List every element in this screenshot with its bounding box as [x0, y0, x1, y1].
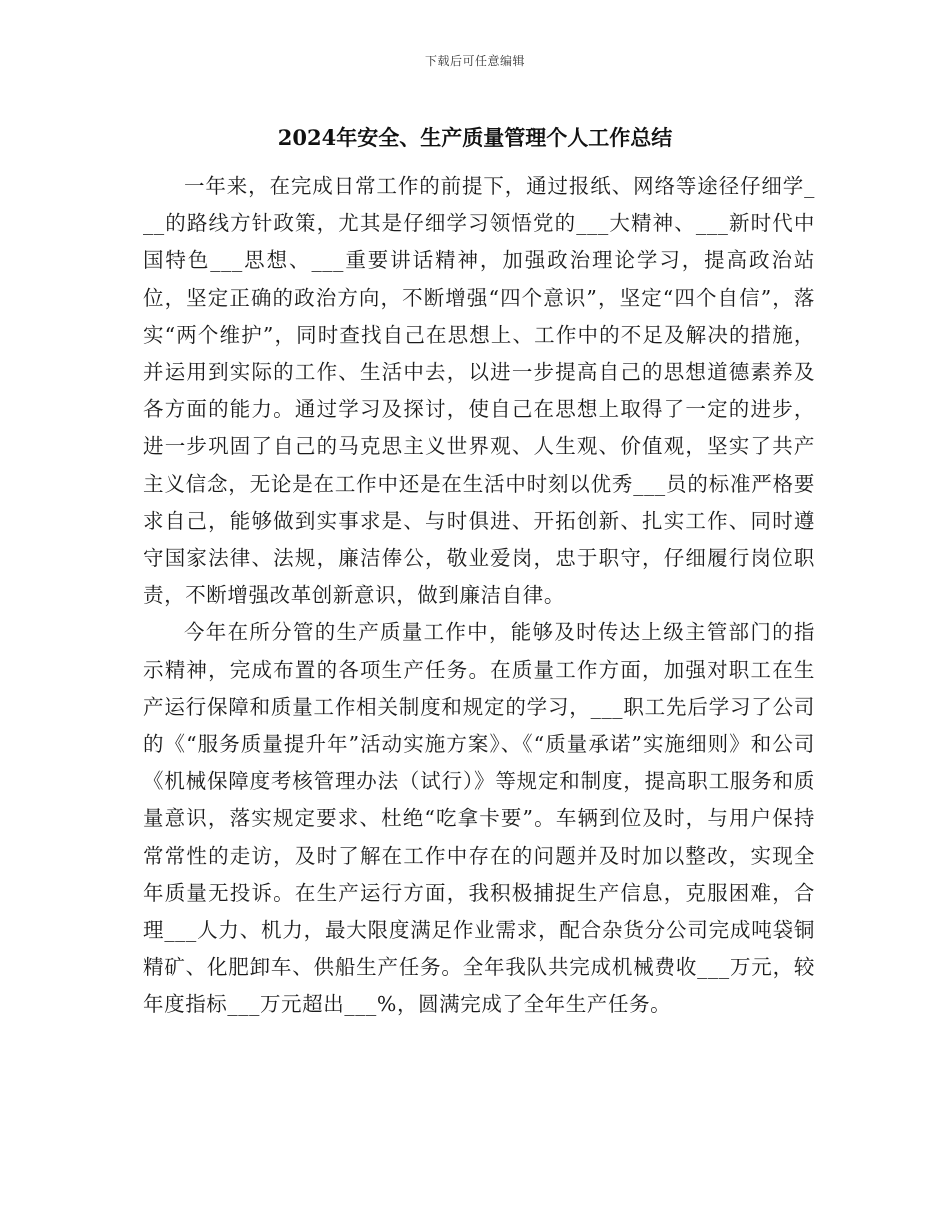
paragraph-study: 一年来，在完成日常工作的前提下，通过报纸、网络等途径仔细学___的路线方针政策，尤其是仔细学习领悟党的___大精神、___新时代中国特色___思想、___重要讲话精神，加强政治理论学习，提高政治站位，坚定正确的政治方向，不断增强“四个意识”，坚定“四个自信”，落实“两个维护”，同时查找自己在思想上、工作中的不足及解决的措施，并运用到实际的工作、生活中去，以进一步提高自己的思想道德素养及各方面的能力。通过学习及探讨，使自己在思想上取得了一定的进步，进一步巩固了自己的马克思主义世界观、人生观、价值观，坚实了共产主义信念，无论是在工作中还是在生活中时刻以优秀___员的标准严格要求自己，能够做到实事求是、与时俱进、开拓创新、扎实工作、同时遵守国家法律、法规，廉洁俸公，敬业爱岗，忠于职守，仔细履行岗位职责，不断增强改革创新意识，做到廉洁自律。 — [143, 174, 815, 608]
document-title: 2024年安全、生产质量管理个人工作总结 — [277, 125, 673, 150]
header-note: 下载后可任意编辑 — [424, 54, 525, 68]
document-body — [143, 168, 815, 1024]
paragraph-production-quality: 今年在所分管的生产质量工作中，能够及时传达上级主管部门的指示精神，完成布置的各项生产任务。在质量工作方面，加强对职工在生产运行保障和质量工作相关制度和规定的学习，___职工先后学习了公司的《“服务质量提升年”活动实施方案》、《“质量承诺”实施细则》和公司《机械保障度考核管理办法（试行）》等规定和制度，提高职工服务和质量意识，落实规定要求、杜绝“吃拿卡要”。车辆到位及时，与用户保持常常性的走访，及时了解在工作中存在的问题并及时加以整改，实现全年质量无投诉。在生产运行方面，我积极捕捉生产信息，克服困难，合理___人力、机力，最大限度满足作业需求，配合杂货分公司完成吨袋铜精矿、化肥卸车、供船生产任务。全年我队共完成机械费收___万元，较年度指标___万元超出___%，圆满完成了全年生产任务。 — [143, 620, 815, 1017]
